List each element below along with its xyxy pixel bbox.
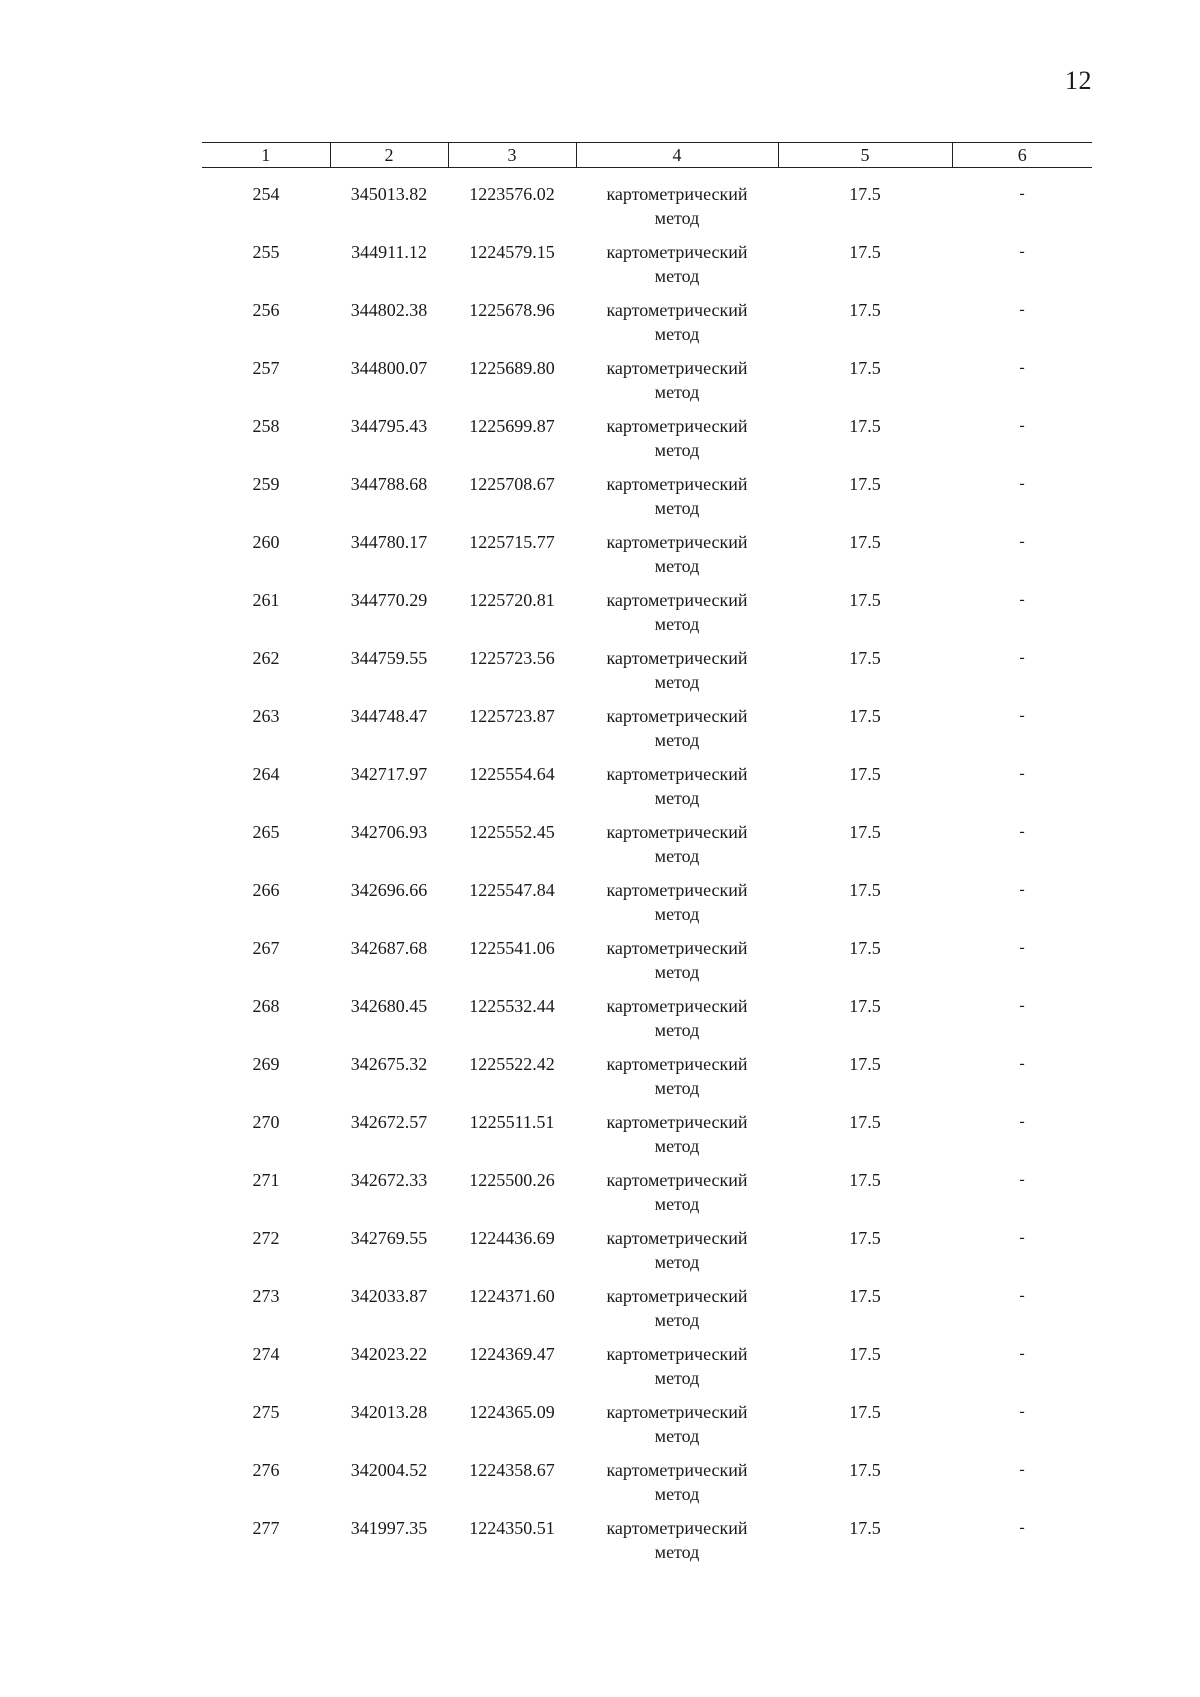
- cell-method: [576, 588, 778, 646]
- cell-description: -: [1019, 823, 1025, 840]
- cell-point-number: 273: [252, 1286, 280, 1306]
- cell-x-coordinate: 342680.45: [350, 996, 428, 1016]
- method-line-1: картометрический: [606, 358, 748, 378]
- cell-point-number: 270: [252, 1112, 280, 1132]
- cell-accuracy: 17.5: [849, 706, 881, 726]
- cell-point-number: 259: [252, 474, 280, 494]
- table-header: [202, 143, 1092, 168]
- cell-accuracy: 17.5: [849, 1170, 881, 1190]
- table-row: [202, 588, 1092, 646]
- cell-method: [576, 530, 778, 588]
- cell-method: [576, 1168, 778, 1226]
- table-row: [202, 240, 1092, 298]
- cell-y-coordinate: 1225708.67: [469, 474, 555, 494]
- cell-x-coordinate: 342717.97: [350, 764, 428, 784]
- cell-accuracy: 17.5: [849, 590, 881, 610]
- cell-accuracy: 17.5: [849, 938, 881, 958]
- method-line-2: метод: [654, 324, 700, 344]
- cell-point-number: 264: [252, 764, 280, 784]
- cell-method: [576, 414, 778, 472]
- cell-method: [576, 182, 778, 240]
- method-line-1: картометрический: [606, 1344, 748, 1364]
- cell-description: -: [1019, 243, 1025, 260]
- header-row: [202, 143, 1092, 168]
- header-col-6: 6: [952, 143, 1092, 168]
- table-row: [202, 820, 1092, 878]
- cell-y-coordinate: 1223576.02: [469, 184, 555, 204]
- method-line-1: картометрический: [606, 706, 748, 726]
- cell-y-coordinate: 1225511.51: [469, 1112, 555, 1132]
- cell-x-coordinate: 342675.32: [350, 1054, 428, 1074]
- cell-y-coordinate: 1224436.69: [469, 1228, 555, 1248]
- cell-description: -: [1019, 881, 1025, 898]
- cell-method: [576, 298, 778, 356]
- table-row: [202, 1516, 1092, 1574]
- cell-point-number: 261: [252, 590, 280, 610]
- cell-description: -: [1019, 1229, 1025, 1246]
- cell-accuracy: 17.5: [849, 184, 881, 204]
- cell-x-coordinate: 345013.82: [350, 184, 428, 204]
- table-row: [202, 878, 1092, 936]
- cell-x-coordinate: 344802.38: [350, 300, 428, 320]
- cell-y-coordinate: 1225554.64: [469, 764, 555, 784]
- method-line-2: метод: [654, 904, 700, 924]
- table-row: [202, 298, 1092, 356]
- cell-description: -: [1019, 533, 1025, 550]
- cell-method: [576, 646, 778, 704]
- cell-y-coordinate: 1225715.77: [469, 532, 555, 552]
- method-line-2: метод: [654, 614, 700, 634]
- method-line-2: метод: [654, 672, 700, 692]
- method-line-2: метод: [654, 1136, 700, 1156]
- cell-method: [576, 820, 778, 878]
- cell-description: -: [1019, 765, 1025, 782]
- header-col-4: 4: [576, 143, 778, 168]
- table-row: [202, 1400, 1092, 1458]
- table-row: [202, 182, 1092, 240]
- method-line-2: метод: [654, 556, 700, 576]
- header-col-1: 1: [202, 143, 330, 168]
- method-line-1: картометрический: [606, 416, 748, 436]
- cell-accuracy: 17.5: [849, 532, 881, 552]
- cell-point-number: 262: [252, 648, 280, 668]
- coordinates-table: [202, 142, 1092, 1574]
- cell-point-number: 257: [252, 358, 280, 378]
- method-line-2: метод: [654, 846, 700, 866]
- cell-y-coordinate: 1225522.42: [469, 1054, 555, 1074]
- page-number: 12: [1065, 66, 1092, 95]
- header-spacer: [202, 168, 1092, 183]
- method-line-2: метод: [654, 1426, 700, 1446]
- cell-point-number: 265: [252, 822, 280, 842]
- cell-accuracy: 17.5: [849, 1402, 881, 1422]
- cell-description: -: [1019, 591, 1025, 608]
- method-line-2: метод: [654, 1484, 700, 1504]
- method-line-2: метод: [654, 266, 700, 286]
- cell-accuracy: 17.5: [849, 880, 881, 900]
- method-line-1: картометрический: [606, 1054, 748, 1074]
- cell-accuracy: 17.5: [849, 1286, 881, 1306]
- cell-point-number: 254: [252, 184, 280, 204]
- method-line-1: картометрический: [606, 764, 748, 784]
- cell-description: -: [1019, 939, 1025, 956]
- cell-accuracy: 17.5: [849, 764, 881, 784]
- cell-point-number: 269: [252, 1054, 280, 1074]
- cell-method: [576, 994, 778, 1052]
- cell-y-coordinate: 1224369.47: [469, 1344, 555, 1364]
- cell-method: [576, 1110, 778, 1168]
- table-row: [202, 530, 1092, 588]
- method-line-2: метод: [654, 382, 700, 402]
- cell-y-coordinate: 1225532.44: [469, 996, 555, 1016]
- table-row: [202, 1226, 1092, 1284]
- method-line-1: картометрический: [606, 1518, 748, 1538]
- method-line-1: картометрический: [606, 474, 748, 494]
- cell-accuracy: 17.5: [849, 474, 881, 494]
- cell-accuracy: 17.5: [849, 1054, 881, 1074]
- table-row: [202, 1458, 1092, 1516]
- table-row: [202, 936, 1092, 994]
- cell-point-number: 267: [252, 938, 280, 958]
- table-row: [202, 1168, 1092, 1226]
- table-row: [202, 1052, 1092, 1110]
- cell-y-coordinate: 1224358.67: [469, 1460, 555, 1480]
- cell-accuracy: 17.5: [849, 416, 881, 436]
- cell-x-coordinate: 344911.12: [351, 242, 427, 262]
- cell-x-coordinate: 344788.68: [350, 474, 428, 494]
- cell-y-coordinate: 1225720.81: [469, 590, 555, 610]
- cell-x-coordinate: 342687.68: [350, 938, 428, 958]
- table-body: [202, 168, 1092, 1575]
- cell-point-number: 260: [252, 532, 280, 552]
- cell-description: -: [1019, 185, 1025, 202]
- method-line-2: метод: [654, 498, 700, 518]
- cell-y-coordinate: 1225723.56: [469, 648, 555, 668]
- table-row: [202, 356, 1092, 414]
- cell-description: -: [1019, 1171, 1025, 1188]
- table-row: [202, 1110, 1092, 1168]
- cell-x-coordinate: 342769.55: [350, 1228, 428, 1248]
- method-line-2: метод: [654, 1310, 700, 1330]
- cell-x-coordinate: 344748.47: [350, 706, 428, 726]
- cell-point-number: 272: [252, 1228, 280, 1248]
- cell-method: [576, 1458, 778, 1516]
- cell-description: -: [1019, 1113, 1025, 1130]
- cell-accuracy: 17.5: [849, 242, 881, 262]
- cell-method: [576, 1342, 778, 1400]
- cell-x-coordinate: 344780.17: [350, 532, 428, 552]
- cell-point-number: 274: [252, 1344, 280, 1364]
- method-line-1: картометрический: [606, 184, 748, 204]
- method-line-1: картометрический: [606, 1286, 748, 1306]
- cell-point-number: 266: [252, 880, 280, 900]
- cell-x-coordinate: 342672.57: [350, 1112, 428, 1132]
- cell-x-coordinate: 344770.29: [350, 590, 428, 610]
- cell-description: -: [1019, 359, 1025, 376]
- cell-method: [576, 1400, 778, 1458]
- cell-x-coordinate: 344795.43: [350, 416, 428, 436]
- cell-method: [576, 704, 778, 762]
- cell-y-coordinate: 1224350.51: [469, 1518, 555, 1538]
- header-col-3: 3: [448, 143, 576, 168]
- cell-method: [576, 1516, 778, 1574]
- cell-accuracy: 17.5: [849, 1460, 881, 1480]
- method-line-2: метод: [654, 1252, 700, 1272]
- cell-description: -: [1019, 1461, 1025, 1478]
- cell-y-coordinate: 1225500.26: [469, 1170, 555, 1190]
- cell-point-number: 256: [252, 300, 280, 320]
- cell-description: -: [1019, 475, 1025, 492]
- header-col-5: 5: [778, 143, 952, 168]
- table-row: [202, 472, 1092, 530]
- method-line-1: картометрический: [606, 880, 748, 900]
- cell-accuracy: 17.5: [849, 648, 881, 668]
- cell-accuracy: 17.5: [849, 996, 881, 1016]
- cell-method: [576, 472, 778, 530]
- method-line-2: метод: [654, 730, 700, 750]
- cell-method: [576, 1226, 778, 1284]
- cell-method: [576, 1284, 778, 1342]
- cell-y-coordinate: 1224371.60: [469, 1286, 555, 1306]
- cell-point-number: 258: [252, 416, 280, 436]
- cell-description: -: [1019, 1055, 1025, 1072]
- cell-y-coordinate: 1224579.15: [469, 242, 555, 262]
- header-col-2: 2: [330, 143, 448, 168]
- method-line-1: картометрический: [606, 1170, 748, 1190]
- cell-description: -: [1019, 1403, 1025, 1420]
- cell-method: [576, 356, 778, 414]
- cell-x-coordinate: 342706.93: [350, 822, 428, 842]
- cell-description: -: [1019, 649, 1025, 666]
- method-line-1: картометрический: [606, 300, 748, 320]
- cell-description: -: [1019, 1345, 1025, 1362]
- method-line-2: метод: [654, 1542, 700, 1562]
- cell-y-coordinate: 1225547.84: [469, 880, 555, 900]
- cell-point-number: 277: [252, 1518, 280, 1538]
- cell-point-number: 263: [252, 706, 280, 726]
- cell-method: [576, 762, 778, 820]
- cell-x-coordinate: 344800.07: [350, 358, 428, 378]
- cell-x-coordinate: 342004.52: [350, 1460, 428, 1480]
- table-row: [202, 646, 1092, 704]
- cell-description: -: [1019, 1519, 1025, 1536]
- method-line-1: картометрический: [606, 1460, 748, 1480]
- cell-method: [576, 878, 778, 936]
- cell-x-coordinate: 342023.22: [350, 1344, 428, 1364]
- cell-description: -: [1019, 417, 1025, 434]
- cell-accuracy: 17.5: [849, 1344, 881, 1364]
- cell-x-coordinate: 342672.33: [350, 1170, 428, 1190]
- method-line-1: картометрический: [606, 590, 748, 610]
- cell-accuracy: 17.5: [849, 300, 881, 320]
- cell-x-coordinate: 342696.66: [350, 880, 428, 900]
- cell-point-number: 276: [252, 1460, 280, 1480]
- cell-y-coordinate: 1225678.96: [469, 300, 555, 320]
- method-line-2: метод: [654, 1020, 700, 1040]
- cell-description: -: [1019, 301, 1025, 318]
- cell-y-coordinate: 1225541.06: [469, 938, 555, 958]
- cell-accuracy: 17.5: [849, 822, 881, 842]
- method-line-2: метод: [654, 962, 700, 982]
- method-line-2: метод: [654, 788, 700, 808]
- cell-point-number: 271: [252, 1170, 280, 1190]
- method-line-2: метод: [654, 1194, 700, 1214]
- method-line-1: картометрический: [606, 1228, 748, 1248]
- method-line-1: картометрический: [606, 532, 748, 552]
- cell-accuracy: 17.5: [849, 1112, 881, 1132]
- cell-x-coordinate: 344759.55: [350, 648, 428, 668]
- method-line-2: метод: [654, 1368, 700, 1388]
- cell-y-coordinate: 1225699.87: [469, 416, 555, 436]
- table-row: [202, 762, 1092, 820]
- cell-x-coordinate: 341997.35: [350, 1518, 428, 1538]
- method-line-2: метод: [654, 440, 700, 460]
- cell-description: -: [1019, 997, 1025, 1014]
- method-line-1: картометрический: [606, 242, 748, 262]
- cell-y-coordinate: 1224365.09: [469, 1402, 555, 1422]
- cell-accuracy: 17.5: [849, 358, 881, 378]
- cell-description: -: [1019, 1287, 1025, 1304]
- method-line-1: картометрический: [606, 938, 748, 958]
- table-row: [202, 414, 1092, 472]
- method-line-1: картометрический: [606, 648, 748, 668]
- cell-point-number: 255: [252, 242, 280, 262]
- cell-method: [576, 1052, 778, 1110]
- method-line-1: картометрический: [606, 822, 748, 842]
- cell-y-coordinate: 1225723.87: [469, 706, 555, 726]
- cell-description: -: [1019, 707, 1025, 724]
- cell-point-number: 275: [252, 1402, 280, 1422]
- method-line-1: картометрический: [606, 1402, 748, 1422]
- cell-x-coordinate: 342033.87: [350, 1286, 428, 1306]
- cell-accuracy: 17.5: [849, 1228, 881, 1248]
- method-line-1: картометрический: [606, 1112, 748, 1132]
- method-line-1: картометрический: [606, 996, 748, 1016]
- cell-point-number: 268: [252, 996, 280, 1016]
- cell-method: [576, 936, 778, 994]
- cell-x-coordinate: 342013.28: [350, 1402, 428, 1422]
- cell-y-coordinate: 1225689.80: [469, 358, 555, 378]
- table-row: [202, 1342, 1092, 1400]
- cell-accuracy: 17.5: [849, 1518, 881, 1538]
- table-row: [202, 994, 1092, 1052]
- cell-y-coordinate: 1225552.45: [469, 822, 555, 842]
- cell-method: [576, 240, 778, 298]
- table-row: [202, 1284, 1092, 1342]
- method-line-2: метод: [654, 1078, 700, 1098]
- table-row: [202, 704, 1092, 762]
- method-line-2: метод: [654, 208, 700, 228]
